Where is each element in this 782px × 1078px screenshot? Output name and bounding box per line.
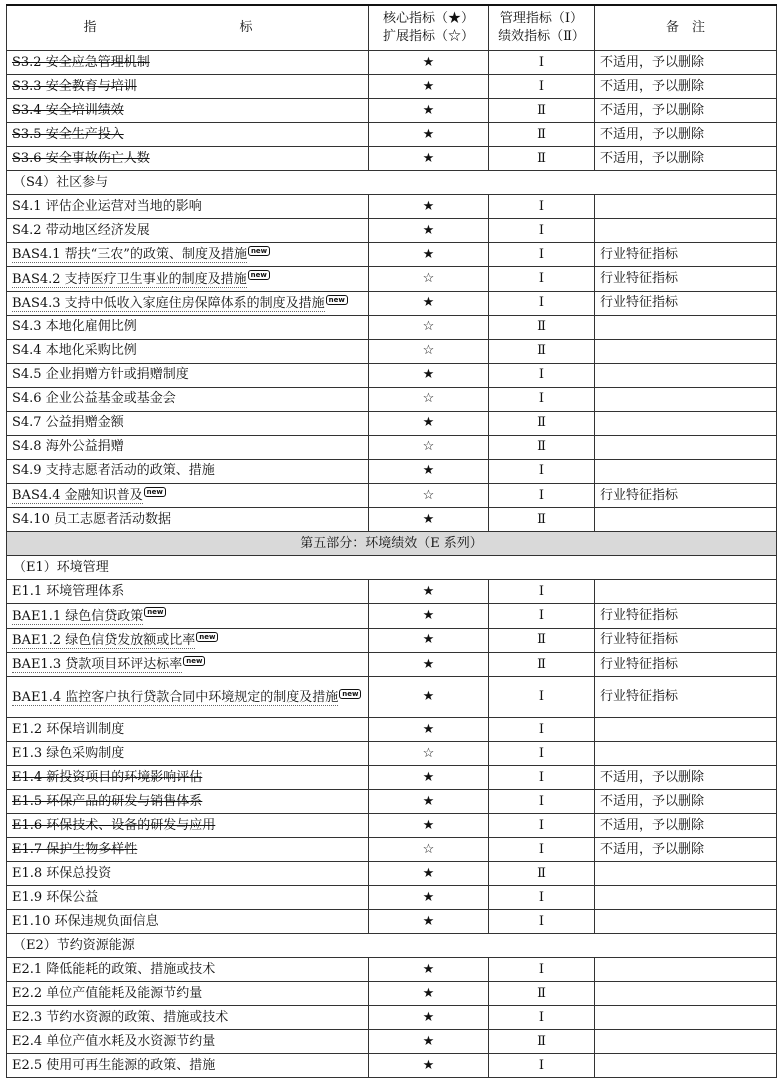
indicator-cell — [7, 315, 369, 339]
table-row — [7, 1030, 777, 1054]
core-flag: ★ — [369, 51, 489, 75]
new-badge: new — [144, 487, 166, 497]
core-flag: ★ — [369, 1030, 489, 1054]
indicator-cell — [7, 580, 369, 604]
remark-cell: 行业特征指标 — [595, 604, 777, 628]
table-row — [7, 387, 777, 411]
core-flag: ★ — [369, 652, 489, 676]
mgmt-type: Ⅱ — [489, 508, 595, 532]
mgmt-type: Ⅱ — [489, 1030, 595, 1054]
header-core-line1: 核心指标（★） — [382, 11, 474, 26]
table-row — [7, 718, 777, 742]
remark-cell: 行业特征指标 — [595, 267, 777, 291]
remark-cell — [595, 742, 777, 766]
indicator-name: BAE1.1 绿色信贷政策 — [12, 608, 144, 624]
core-flag: ☆ — [369, 339, 489, 363]
mgmt-type: Ⅱ — [489, 628, 595, 652]
indicator-name: S3.3 安全教育与培训 — [12, 78, 137, 94]
core-flag: ★ — [369, 886, 489, 910]
table-row — [7, 315, 777, 339]
indicator-cell — [7, 718, 369, 742]
indicator-cell — [7, 766, 369, 790]
mgmt-type: Ⅰ — [489, 958, 595, 982]
table-row — [7, 652, 777, 676]
remark-cell: 行业特征指标 — [595, 677, 777, 718]
indicator-table — [6, 4, 777, 1078]
remark-cell: 行业特征指标 — [595, 628, 777, 652]
table-row — [7, 75, 777, 99]
core-flag: ★ — [369, 982, 489, 1006]
indicator-name: E2.2 单位产值能耗及能源节约量 — [12, 985, 203, 1001]
mgmt-type: Ⅰ — [489, 267, 595, 291]
indicator-name: BAE1.4 监控客户执行贷款合同中环境规定的制度及措施 — [12, 689, 339, 705]
core-flag: ★ — [369, 411, 489, 435]
indicator-cell — [7, 958, 369, 982]
indicator-cell — [7, 51, 369, 75]
core-flag: ☆ — [369, 483, 489, 507]
indicator-name: E2.1 降低能耗的政策、措施或技术 — [12, 961, 216, 977]
table-row — [7, 886, 777, 910]
core-flag: ★ — [369, 243, 489, 267]
indicator-name: E2.3 节约水资源的政策、措施或技术 — [12, 1009, 229, 1025]
table-row — [7, 267, 777, 291]
indicator-cell — [7, 742, 369, 766]
indicator-name: E1.7 保护生物多样性 — [12, 841, 138, 857]
header-mgmt-line2: 绩效指标（Ⅱ） — [498, 29, 585, 44]
indicator-name: E1.4 新投资项目的环境影响评估 — [12, 769, 203, 785]
core-flag: ☆ — [369, 435, 489, 459]
indicator-name: BAE1.2 绿色信贷发放额或比率 — [12, 632, 196, 648]
core-flag: ★ — [369, 677, 489, 718]
table-row — [7, 508, 777, 532]
table-row — [7, 862, 777, 886]
indicator-name: E1.3 绿色采购制度 — [12, 745, 125, 761]
indicator-cell — [7, 387, 369, 411]
remark-cell — [595, 459, 777, 483]
table-body — [7, 51, 777, 1078]
header-remark: 备 注 — [595, 5, 777, 51]
indicator-name: BAS4.4 金融知识普及 — [12, 488, 143, 504]
remark-cell — [595, 387, 777, 411]
mgmt-type: Ⅰ — [489, 580, 595, 604]
indicator-cell — [7, 75, 369, 99]
indicator-name: E1.6 环保技术、设备的研发与应用 — [12, 817, 216, 833]
indicator-cell — [7, 291, 369, 315]
mgmt-type: Ⅰ — [489, 677, 595, 718]
indicator-cell — [7, 814, 369, 838]
table-row — [7, 1054, 777, 1078]
new-badge: new — [248, 246, 270, 256]
indicator-name: BAS4.1 帮扶“三农”的政策、制度及措施 — [12, 247, 247, 263]
mgmt-type: Ⅱ — [489, 99, 595, 123]
indicator-cell — [7, 790, 369, 814]
indicator-cell — [7, 508, 369, 532]
section-row — [7, 532, 777, 556]
table-row — [7, 51, 777, 75]
mgmt-type: Ⅰ — [489, 1006, 595, 1030]
mgmt-type: Ⅰ — [489, 195, 595, 219]
indicator-cell — [7, 483, 369, 507]
table-row — [7, 483, 777, 507]
table-row — [7, 766, 777, 790]
core-flag: ★ — [369, 628, 489, 652]
group-title: （E1）环境管理 — [7, 556, 777, 580]
mgmt-type: Ⅰ — [489, 604, 595, 628]
new-badge: new — [326, 295, 348, 305]
remark-cell: 不适用，予以删除 — [595, 75, 777, 99]
mgmt-type: Ⅱ — [489, 862, 595, 886]
mgmt-type: Ⅰ — [489, 219, 595, 243]
section-title: 第五部分：环境绩效（E 系列） — [7, 532, 777, 556]
indicator-cell — [7, 243, 369, 267]
indicator-cell — [7, 195, 369, 219]
indicator-cell — [7, 459, 369, 483]
remark-cell: 行业特征指标 — [595, 652, 777, 676]
table-row — [7, 838, 777, 862]
remark-cell — [595, 435, 777, 459]
indicator-name: S4.3 本地化雇佣比例 — [12, 319, 137, 335]
indicator-name: BAE1.3 贷款项目环评达标率 — [12, 657, 183, 673]
core-flag: ★ — [369, 147, 489, 171]
remark-cell: 不适用，予以删除 — [595, 147, 777, 171]
mgmt-type: Ⅱ — [489, 411, 595, 435]
indicator-name: S4.2 带动地区经济发展 — [12, 222, 150, 238]
indicator-cell — [7, 99, 369, 123]
indicator-name: E1.1 环境管理体系 — [12, 583, 125, 599]
indicator-cell — [7, 652, 369, 676]
indicator-name: BAS4.2 支持医疗卫生事业的制度及措施 — [12, 271, 247, 287]
indicator-cell — [7, 147, 369, 171]
remark-cell: 行业特征指标 — [595, 483, 777, 507]
remark-cell: 不适用，予以删除 — [595, 766, 777, 790]
indicator-name: E1.8 环保总投资 — [12, 865, 112, 881]
header-mgmt — [489, 5, 595, 51]
indicator-name: S3.6 安全事故伤亡人数 — [12, 150, 150, 166]
core-flag: ★ — [369, 291, 489, 315]
mgmt-type: Ⅱ — [489, 315, 595, 339]
remark-cell — [595, 508, 777, 532]
table-row — [7, 147, 777, 171]
mgmt-type: Ⅰ — [489, 363, 595, 387]
indicator-cell — [7, 628, 369, 652]
new-badge: new — [339, 689, 361, 699]
mgmt-type: Ⅰ — [489, 742, 595, 766]
indicator-name: S3.2 安全应急管理机制 — [12, 54, 150, 70]
core-flag: ★ — [369, 508, 489, 532]
table-row — [7, 459, 777, 483]
table-row — [7, 339, 777, 363]
mgmt-type: Ⅰ — [489, 459, 595, 483]
remark-cell — [595, 315, 777, 339]
mgmt-type: Ⅰ — [489, 243, 595, 267]
indicator-cell — [7, 604, 369, 628]
table-row — [7, 123, 777, 147]
core-flag: ☆ — [369, 267, 489, 291]
mgmt-type: Ⅰ — [489, 814, 595, 838]
remark-cell: 行业特征指标 — [595, 291, 777, 315]
mgmt-type: Ⅰ — [489, 1054, 595, 1078]
remark-cell: 不适用，予以删除 — [595, 838, 777, 862]
mgmt-type: Ⅰ — [489, 766, 595, 790]
group-row — [7, 171, 777, 195]
remark-cell: 不适用，予以删除 — [595, 123, 777, 147]
core-flag: ☆ — [369, 387, 489, 411]
indicator-cell — [7, 339, 369, 363]
core-flag: ★ — [369, 75, 489, 99]
group-row — [7, 556, 777, 580]
indicator-cell — [7, 677, 369, 718]
core-flag: ★ — [369, 363, 489, 387]
core-flag: ☆ — [369, 315, 489, 339]
mgmt-type: Ⅰ — [489, 838, 595, 862]
remark-cell — [595, 1006, 777, 1030]
core-flag: ★ — [369, 790, 489, 814]
core-flag: ☆ — [369, 838, 489, 862]
mgmt-type: Ⅱ — [489, 982, 595, 1006]
indicator-name: E2.4 单位产值水耗及水资源节约量 — [12, 1033, 216, 1049]
core-flag: ★ — [369, 1006, 489, 1030]
core-flag: ★ — [369, 219, 489, 243]
table-row — [7, 411, 777, 435]
indicator-name: S3.4 安全培训绩效 — [12, 102, 124, 118]
core-flag: ★ — [369, 1054, 489, 1078]
core-flag: ★ — [369, 123, 489, 147]
indicator-name: S4.6 企业公益基金或基金会 — [12, 391, 176, 407]
core-flag: ★ — [369, 766, 489, 790]
indicator-cell — [7, 123, 369, 147]
mgmt-type: Ⅰ — [489, 75, 595, 99]
table-row — [7, 243, 777, 267]
table-row — [7, 580, 777, 604]
indicator-cell — [7, 910, 369, 934]
mgmt-type: Ⅰ — [489, 483, 595, 507]
table-header — [7, 5, 777, 51]
indicator-name: E1.9 环保公益 — [12, 889, 99, 905]
remark-cell — [595, 580, 777, 604]
indicator-name: S4.5 企业捐赠方针或捐赠制度 — [12, 367, 189, 383]
indicator-cell — [7, 982, 369, 1006]
remark-cell — [595, 219, 777, 243]
new-badge: new — [248, 270, 270, 280]
mgmt-type: Ⅱ — [489, 123, 595, 147]
group-row — [7, 934, 777, 958]
indicator-cell — [7, 411, 369, 435]
mgmt-type: Ⅱ — [489, 652, 595, 676]
indicator-cell — [7, 219, 369, 243]
mgmt-type: Ⅰ — [489, 291, 595, 315]
mgmt-type: Ⅰ — [489, 790, 595, 814]
mgmt-type: Ⅰ — [489, 51, 595, 75]
indicator-name: S4.10 员工志愿者活动数据 — [12, 511, 171, 527]
table-row — [7, 219, 777, 243]
table-row — [7, 982, 777, 1006]
indicator-cell — [7, 1030, 369, 1054]
remark-cell — [595, 982, 777, 1006]
indicator-cell — [7, 267, 369, 291]
core-flag: ★ — [369, 195, 489, 219]
core-flag: ★ — [369, 814, 489, 838]
indicator-name: S4.9 支持志愿者活动的政策、措施 — [12, 463, 215, 479]
table-row — [7, 910, 777, 934]
remark-cell — [595, 1054, 777, 1078]
indicator-name: S4.4 本地化采购比例 — [12, 343, 137, 359]
indicator-cell — [7, 363, 369, 387]
table-row — [7, 677, 777, 718]
group-title: （E2）节约资源能源 — [7, 934, 777, 958]
mgmt-type: Ⅱ — [489, 147, 595, 171]
remark-cell: 不适用，予以删除 — [595, 99, 777, 123]
indicator-name: E2.5 使用可再生能源的政策、措施 — [12, 1057, 216, 1073]
core-flag: ★ — [369, 580, 489, 604]
remark-cell — [595, 862, 777, 886]
group-title: （S4）社区参与 — [7, 171, 777, 195]
indicator-cell — [7, 862, 369, 886]
table-row — [7, 99, 777, 123]
remark-cell: 不适用，予以删除 — [595, 790, 777, 814]
table-row — [7, 435, 777, 459]
remark-cell — [595, 958, 777, 982]
header-core-line2: 扩展指标（☆） — [382, 29, 474, 44]
remark-cell — [595, 910, 777, 934]
mgmt-type: Ⅰ — [489, 886, 595, 910]
indicator-name: S3.5 安全生产投入 — [12, 126, 124, 142]
core-flag: ★ — [369, 459, 489, 483]
remark-cell: 不适用，予以删除 — [595, 814, 777, 838]
remark-cell — [595, 339, 777, 363]
indicator-name: E1.5 环保产品的研发与销售体系 — [12, 793, 203, 809]
table-row — [7, 790, 777, 814]
mgmt-type: Ⅱ — [489, 339, 595, 363]
table-row — [7, 814, 777, 838]
core-flag: ★ — [369, 862, 489, 886]
core-flag: ★ — [369, 99, 489, 123]
remark-cell — [595, 411, 777, 435]
new-badge: new — [183, 656, 205, 666]
table-row — [7, 604, 777, 628]
remark-cell: 行业特征指标 — [595, 243, 777, 267]
table-row — [7, 363, 777, 387]
table-row — [7, 628, 777, 652]
mgmt-type: Ⅰ — [489, 387, 595, 411]
header-core — [369, 5, 489, 51]
header-mgmt-line1: 管理指标（Ⅰ） — [499, 11, 584, 26]
remark-cell — [595, 718, 777, 742]
table-row — [7, 1006, 777, 1030]
remark-cell: 不适用，予以删除 — [595, 51, 777, 75]
remark-cell — [595, 363, 777, 387]
indicator-name: E1.2 环保培训制度 — [12, 721, 125, 737]
mgmt-type: Ⅰ — [489, 910, 595, 934]
remark-cell — [595, 195, 777, 219]
mgmt-type: Ⅱ — [489, 435, 595, 459]
indicator-name: S4.1 评估企业运营对当地的影响 — [12, 198, 202, 214]
core-flag: ☆ — [369, 742, 489, 766]
indicator-page — [6, 4, 776, 1078]
header-indicator: 指 标 — [7, 5, 369, 51]
core-flag: ★ — [369, 910, 489, 934]
new-badge: new — [144, 607, 166, 617]
table-row — [7, 742, 777, 766]
core-flag: ★ — [369, 604, 489, 628]
indicator-cell — [7, 1054, 369, 1078]
new-badge: new — [196, 632, 218, 642]
table-row — [7, 958, 777, 982]
indicator-cell — [7, 1006, 369, 1030]
table-row — [7, 195, 777, 219]
remark-cell — [595, 886, 777, 910]
indicator-cell — [7, 435, 369, 459]
remark-cell — [595, 1030, 777, 1054]
indicator-name: BAS4.3 支持中低收入家庭住房保障体系的制度及措施 — [12, 295, 325, 311]
core-flag: ★ — [369, 958, 489, 982]
indicator-cell — [7, 838, 369, 862]
indicator-name: S4.8 海外公益捐赠 — [12, 439, 124, 455]
indicator-name: E1.10 环保违规负面信息 — [12, 913, 159, 929]
indicator-cell — [7, 886, 369, 910]
indicator-name: S4.7 公益捐赠金额 — [12, 415, 124, 431]
table-row — [7, 291, 777, 315]
core-flag: ★ — [369, 718, 489, 742]
mgmt-type: Ⅰ — [489, 718, 595, 742]
